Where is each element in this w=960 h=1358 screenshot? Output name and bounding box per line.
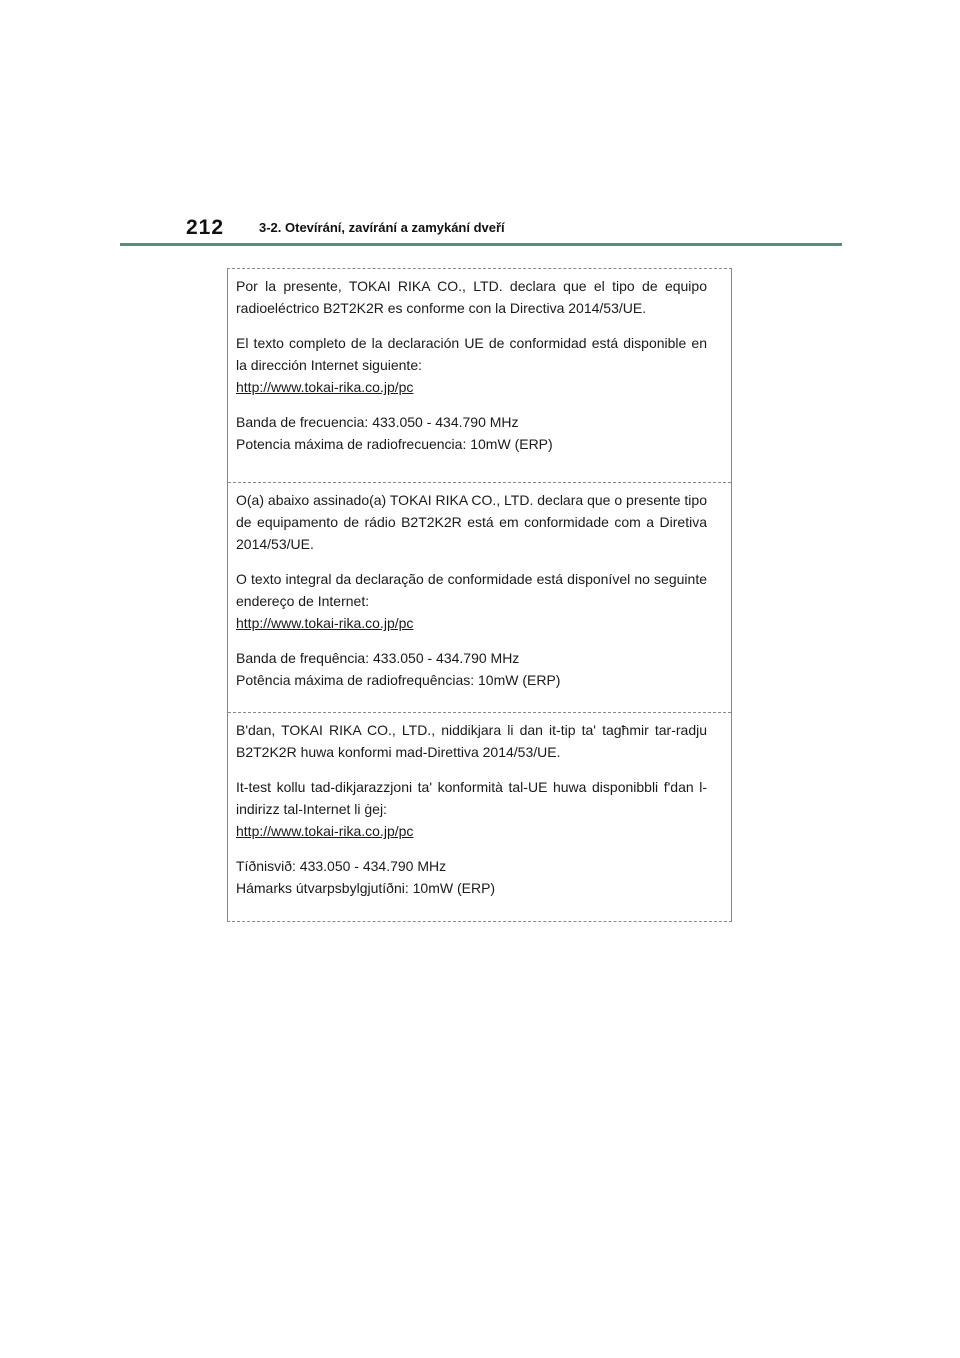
radio-specs (236, 647, 707, 691)
frequency-band: Banda de frecuencia: 433.050 - 434.790 MHz (236, 414, 519, 430)
declaration-block-es (228, 269, 731, 482)
full-text-statement: O texto integral da declaração de conformidade está disponível no seguinte endereço de Internet: (236, 571, 707, 609)
declaration-text: B'dan, TOKAI RIKA CO., LTD., niddikjara li dan it-tip ta' tagħmir tar-radju B2T2K2R huwa konformi mad-Direttiva 2014/53/UE. (236, 722, 707, 760)
radio-specs (236, 411, 707, 455)
section-title: 3-2. Otevírání, zavírání a zamykání dveří (259, 220, 505, 235)
full-text-availability (236, 332, 707, 398)
declaration-block-pt (228, 482, 731, 712)
declaration-url-link[interactable]: http://www.tokai-rika.co.jp/pc (236, 379, 414, 395)
declaration-url-link[interactable]: http://www.tokai-rika.co.jp/pc (236, 615, 414, 631)
max-power: Potencia máxima de radiofrecuencia: 10mW (ERP) (236, 436, 553, 452)
max-power: Hámarks útvarpsbylgjutíðni: 10mW (ERP) (236, 880, 496, 896)
declaration-box (227, 268, 732, 922)
frequency-band: Banda de frequência: 433.050 - 434.790 MHz (236, 650, 520, 666)
declaration-text: O(a) abaixo assinado(a) TOKAI RIKA CO., LTD. declara que o presente tipo de equipamento de rádio B2T2K2R está em conformidade com a Diretiva 2014/53/UE. (236, 492, 707, 552)
full-text-availability (236, 568, 707, 634)
page-number: 212 (186, 216, 225, 239)
full-text-availability (236, 776, 707, 842)
page-header (120, 212, 842, 248)
full-text-statement: It-test kollu tad-dikjarazzjoni ta' konformità tal-UE huwa disponibbli f'dan l-indirizz tal-Internet li ġej: (236, 779, 707, 817)
full-text-statement: El texto completo de la declaración UE de conformidad está disponible en la dirección Internet siguiente: (236, 335, 707, 373)
header-rule (120, 243, 842, 246)
declaration-block-mt (228, 712, 731, 922)
max-power: Potência máxima de radiofrequências: 10mW (ERP) (236, 672, 561, 688)
declaration-url-link[interactable]: http://www.tokai-rika.co.jp/pc (236, 823, 414, 839)
frequency-band: Tíðnisvið: 433.050 - 434.790 MHz (236, 858, 447, 874)
declaration-text: Por la presente, TOKAI RIKA CO., LTD. declara que el tipo de equipo radioeléctrico B2T2K2R es conforme con la Directiva 2014/53/UE. (236, 278, 707, 316)
radio-specs (236, 855, 707, 899)
